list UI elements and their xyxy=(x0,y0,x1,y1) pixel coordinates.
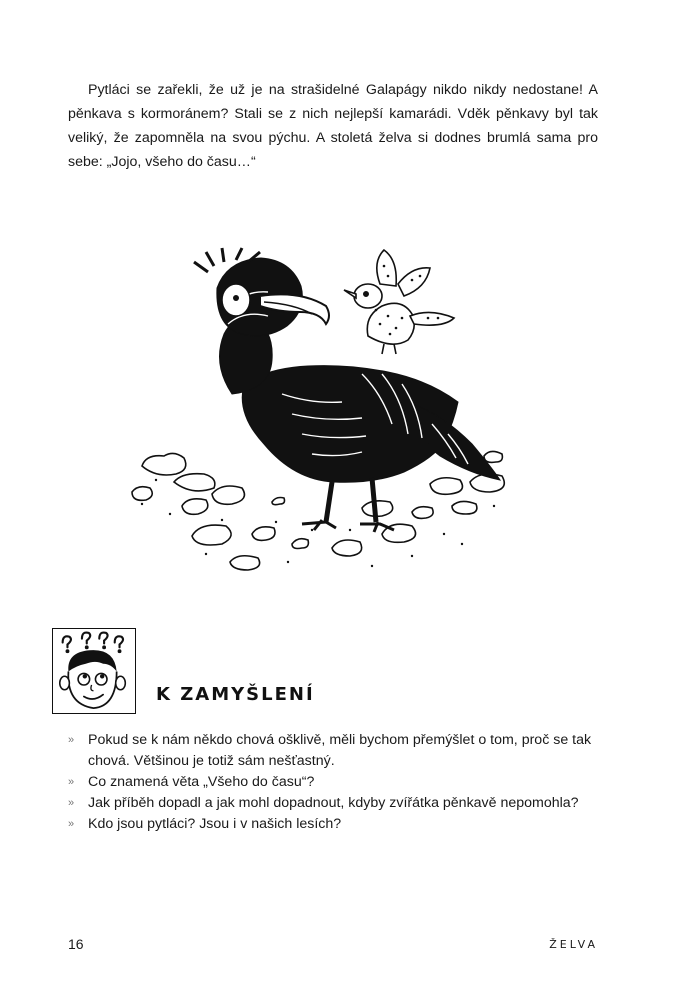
cormorant-finch-illustration xyxy=(112,244,532,584)
list-item: » Co znamená věta „Všeho do času“? xyxy=(68,772,608,793)
list-item: » Pokud se k nám někdo chová ošklivě, měli bychom přemýšlet o tom, proč se tak chová. Většinou je totiž sám nešťastný. xyxy=(68,730,608,772)
story-paragraph: Pytláci se zařekli, že už je na strašidelné Galapágy nikdo nikdy nedostane! A pěnkava s kormoránem? Stali se z nich nejlepší kamarádi. Vděk pěnkavy byl tak veliký, že zapomněla na svou pýchu. A stoletá želva si dodnes brumlá sama pro sebe: „Jojo, všeho do času…“ xyxy=(68,82,598,170)
question-list xyxy=(68,730,608,835)
thinking-boy-icon xyxy=(52,628,136,714)
section-title: K ZAMYŠLENÍ xyxy=(156,684,315,705)
list-item: » Kdo jsou pytláci? Jsou i v našich lesích? xyxy=(68,814,608,835)
list-item: » Jak příběh dopadl a jak mohl dopadnout, kdyby zvířátka pěnkavě nepomohla? xyxy=(68,793,608,814)
finch xyxy=(344,250,454,354)
page-number: 16 xyxy=(68,936,84,952)
running-head: ŽELVA xyxy=(549,938,598,951)
